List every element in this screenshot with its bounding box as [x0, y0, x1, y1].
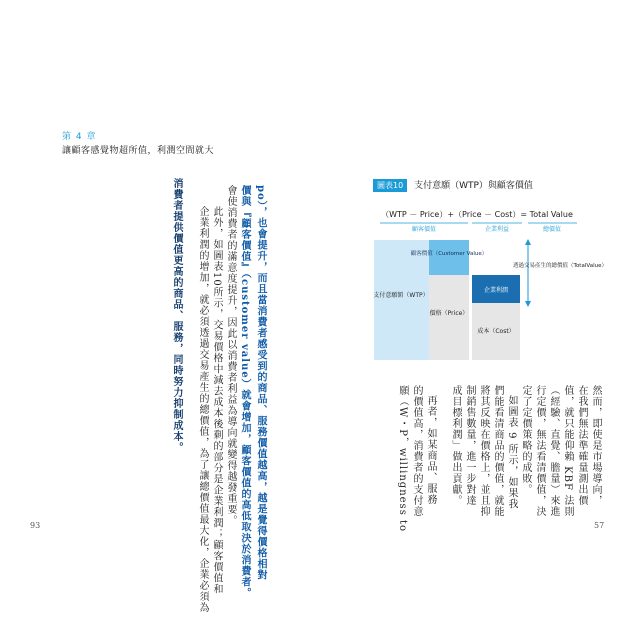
right-column-9: 將其反映在價格上，並且抑 [478, 385, 489, 517]
formula: （WTP － Price）+（Price － Cost）= Total Value [381, 210, 573, 219]
left-page-number: 93 [30, 521, 41, 530]
total-value-label: 透過交易產生的總價值（TotalValue） [513, 263, 607, 269]
figure-title [373, 178, 533, 192]
cost-label: 成本（Cost） [477, 328, 515, 335]
right-column-13: 的價值高，消費者的支付意 [411, 385, 422, 517]
customer-value-box [429, 240, 469, 275]
price-box [429, 275, 469, 360]
right-column-8: 們能看清商品的價值，就能 [492, 385, 503, 517]
right-page-number: 57 [594, 521, 605, 530]
left-column-3: 此外，如圖表10所示，交易價格中減去成本後剩的部分是企業利潤；顧客價值和 [211, 206, 222, 595]
header-company-profit: 企業利益 [484, 226, 510, 233]
customer-value-label: 顧客價值（Customer Value） [410, 251, 488, 257]
right-column-11: 成目標利潤」做出貢獻。 [450, 385, 461, 506]
wtp-diagram [372, 205, 607, 365]
wtp-label: 支付意願額（WTP） [373, 292, 429, 299]
header-total-value: 總價值 [542, 226, 562, 233]
right-column-14: 願（W・P，willingness to [397, 385, 408, 533]
right-column-6: 定了定價策略的成敗。 [520, 385, 531, 495]
wtp-bar [374, 240, 429, 360]
figure-badge: 圖表10 [373, 179, 407, 192]
right-column-12: 再者，如某商品、服務 [425, 395, 436, 505]
right-column-3: 值，就只能仰賴 KBF 法則 [562, 385, 573, 518]
figure-title-text: 支付意願（WTP）與顧客價值 [414, 181, 533, 191]
left-column-2: 企業利潤的增加，就必須透過交易產生的總價值，為了讓總價值最大化，企業必須為 [197, 206, 208, 613]
header-customer-value: 顧客價值 [411, 226, 437, 233]
chapter-title: 讓顧客感覺物超所值，利潤空間就大 [62, 146, 215, 156]
left-column-1: 消費者提供價值更高的商品、服務，同時努力抑制成本。 [171, 178, 182, 453]
left-column-4: 會使消費者的滿意度提升，因此以消費者利益為導向就變得越發重要。 [225, 185, 236, 526]
chapter-label: 第 4 章 [62, 132, 97, 142]
right-column-2: 在我們無法準確量測出價 [576, 385, 587, 506]
right-column-5: 行定價，無法看清價值，決 [534, 385, 545, 517]
price-label: 價格（Price） [429, 310, 469, 317]
right-column-7: 如圖表 9 所示，如果我 [506, 395, 517, 510]
left-column-6: po），也會提升，而且當消費者感受到的商品、服務價值越高，越是覺得價格相對 [255, 185, 266, 581]
right-column-10: 制銷售數量，進一步對達 [464, 385, 475, 506]
profit-label: 企業利潤 [483, 287, 509, 294]
left-column-5: 價與『顧客價值』（customer value）就會增加，顧客價值的高低取決於消費者。 [239, 185, 250, 599]
right-column-1: 然而，即使是市場導向， [590, 385, 601, 506]
right-column-4: （經驗、直覺、膽量）來進 [548, 385, 559, 517]
